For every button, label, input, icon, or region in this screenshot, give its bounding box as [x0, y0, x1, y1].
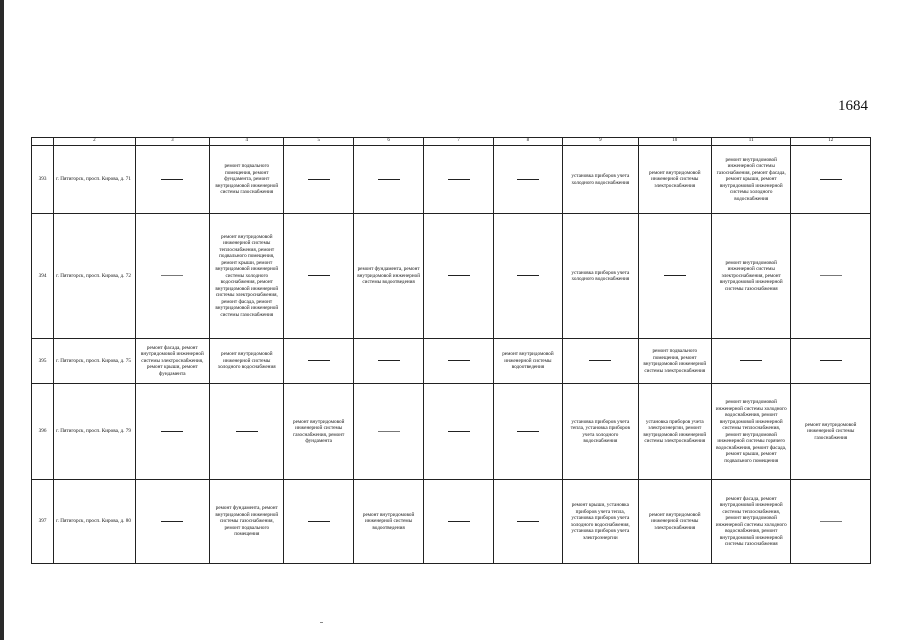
work-cell: ремонт внутридомовой инженерной системы газоснабжения: [791, 384, 871, 480]
empty-cell: [353, 339, 423, 384]
row-number: 396: [32, 384, 54, 480]
empty-cell: [791, 480, 871, 564]
empty-cell: [284, 339, 353, 384]
work-cell: ремонт фасада, ремонт внутридомовой инженерной системы теплоснабжения, ремонт внутридомовой инженерной системы холодного водоснабжения, ремонт внутридомовой инженерной системы газоснабжения: [711, 480, 790, 564]
column-number: 2: [54, 138, 135, 146]
work-cell: ремонт крыши, установка приборов учета тепла, установка приборов учета холодного водоснабжения, установка приборов учета электроэнергии: [563, 480, 638, 564]
table-row: [32, 339, 871, 384]
dash-mark: [517, 275, 539, 276]
dash-mark: [517, 521, 539, 522]
empty-cell: [424, 214, 493, 339]
dash-mark: [589, 360, 611, 361]
empty-cell: [791, 339, 871, 384]
scan-speck: [320, 622, 323, 623]
column-number: [32, 138, 54, 146]
empty-cell: [493, 480, 562, 564]
column-number: 6: [353, 138, 423, 146]
work-cell: установка приборов учета тепла, установка приборов учета холодного водоснабжения: [563, 384, 638, 480]
dash-mark: [448, 360, 470, 361]
dash-mark: [308, 521, 330, 522]
empty-cell: [135, 214, 209, 339]
column-number: 11: [711, 138, 790, 146]
column-number: 3: [135, 138, 209, 146]
row-number: 394: [32, 214, 54, 339]
column-number: 4: [210, 138, 284, 146]
work-cell: установка приборов учета электроэнергии, ремонт внутридомовой инженерной системы электроснабжения: [638, 384, 711, 480]
work-cell: ремонт фасада, ремонт внутридомовой инженерной системы электроснабжения, ремонт крыши, ремонт фундамента: [135, 339, 209, 384]
work-cell: ремонт внутридомовой инженерной системы электроснабжения: [638, 146, 711, 214]
empty-cell: [135, 384, 209, 480]
empty-cell: [424, 480, 493, 564]
row-number: 393: [32, 146, 54, 214]
column-number: 12: [791, 138, 871, 146]
empty-cell: [493, 146, 562, 214]
dash-mark: [820, 275, 842, 276]
work-cell: ремонт внутридомовой инженерной системы газоснабжения, ремонт фасада, ремонт крыши, ремонт внутридомовой инженерной системы холодного водоснабжения: [711, 146, 790, 214]
address-cell: г. Пятигорск, просп. Кирова, д. 80: [54, 480, 135, 564]
table-row: [32, 384, 871, 480]
empty-cell: [284, 480, 353, 564]
empty-cell: [493, 214, 562, 339]
dash-mark: [740, 360, 762, 361]
column-number: 7: [424, 138, 493, 146]
dash-mark: [517, 431, 539, 432]
dash-mark: [448, 179, 470, 180]
dash-mark: [448, 275, 470, 276]
dash-mark: [820, 360, 842, 361]
dash-mark: [378, 360, 400, 361]
empty-cell: [563, 339, 638, 384]
dash-mark: [161, 431, 183, 432]
address-cell: г. Пятигорск, просп. Кирова, д. 71: [54, 146, 135, 214]
empty-cell: [353, 384, 423, 480]
dash-mark: [161, 275, 183, 276]
column-number: 10: [638, 138, 711, 146]
empty-cell: [284, 214, 353, 339]
work-cell: ремонт подвального помещения, ремонт внутридомовой инженерной системы электроснабжения: [638, 339, 711, 384]
empty-cell: [284, 146, 353, 214]
work-cell: ремонт внутридомовой инженерной системы газоснабжения, ремонт фундамента: [284, 384, 353, 480]
dash-mark: [820, 179, 842, 180]
work-cell: ремонт внутридомовой инженерной системы теплоснабжения, ремонт подвального помещения, ремонт крыши, ремонт внутридомовой инженерной системы холодного водоснабжения, ремонт внутридомовой инженерной системы электроснабжения, ремонт фасада, ремонт внутридомовой инженерной системы газоснабжения: [210, 214, 284, 339]
dash-mark: [820, 521, 842, 522]
work-cell: ремонт фундамента, ремонт внутридомовой инженерной системы водоотведения: [353, 214, 423, 339]
dash-mark: [308, 179, 330, 180]
dash-mark: [517, 179, 539, 180]
column-number: 8: [493, 138, 562, 146]
dash-mark: [664, 275, 686, 276]
empty-cell: [424, 146, 493, 214]
dash-mark: [161, 179, 183, 180]
address-cell: г. Пятигорск, просп. Кирова, д. 75: [54, 339, 135, 384]
dash-mark: [448, 431, 470, 432]
page-number: 1684: [838, 98, 868, 114]
dash-mark: [448, 521, 470, 522]
empty-cell: [711, 339, 790, 384]
table-row: [32, 146, 871, 214]
empty-cell: [638, 214, 711, 339]
dash-mark: [378, 179, 400, 180]
work-cell: установка приборов учета холодного водоснабжения: [563, 146, 638, 214]
address-cell: г. Пятигорск, просп. Кирова, д. 79: [54, 384, 135, 480]
dash-mark: [161, 521, 183, 522]
empty-cell: [791, 146, 871, 214]
empty-cell: [493, 384, 562, 480]
work-cell: ремонт внутридомовой инженерной системы водоотведения: [353, 480, 423, 564]
work-cell: ремонт внутридомовой инженерной системы водоотведения: [493, 339, 562, 384]
empty-cell: [135, 480, 209, 564]
work-cell: ремонт внутридомовой инженерной системы электроснабжения: [638, 480, 711, 564]
left-binding-edge: [0, 0, 4, 640]
empty-cell: [210, 384, 284, 480]
dash-mark: [308, 275, 330, 276]
repair-schedule-table: [31, 137, 871, 564]
table-row: [32, 480, 871, 564]
work-cell: установка приборов учета холодного водоснабжения: [563, 214, 638, 339]
work-cell: ремонт фундамента, ремонт внутридомовой инженерной системы газоснабжения, ремонт подвального помещения: [210, 480, 284, 564]
dash-mark: [236, 431, 258, 432]
work-cell: ремонт внутридомовой инженерной системы холодного водоснабжения: [210, 339, 284, 384]
address-cell: г. Пятигорск, просп. Кирова, д. 72: [54, 214, 135, 339]
table-row: [32, 214, 871, 339]
empty-cell: [424, 384, 493, 480]
empty-cell: [791, 214, 871, 339]
empty-cell: [353, 146, 423, 214]
empty-cell: [135, 146, 209, 214]
work-cell: ремонт внутридомовой инженерной системы электроснабжения, ремонт внутридомовой инженерной системы газоснабжения: [711, 214, 790, 339]
dash-mark: [308, 360, 330, 361]
column-number-row: [32, 138, 871, 146]
empty-cell: [424, 339, 493, 384]
column-number: 5: [284, 138, 353, 146]
row-number: 397: [32, 480, 54, 564]
work-cell: ремонт внутридомовой инженерной системы холодного водоснабжения, ремонт внутридомовой инженерной системы теплоснабжения, ремонт внутридомовой инженерной системы горячего водоснабжения, ремонт фасада, ремонт крыши, ремонт подвального помещения: [711, 384, 790, 480]
work-cell: ремонт подвального помещения, ремонт фундамента, ремонт внутридомовой инженерной системы газоснабжения: [210, 146, 284, 214]
dash-mark: [378, 431, 400, 432]
row-number: 395: [32, 339, 54, 384]
column-number: 9: [563, 138, 638, 146]
